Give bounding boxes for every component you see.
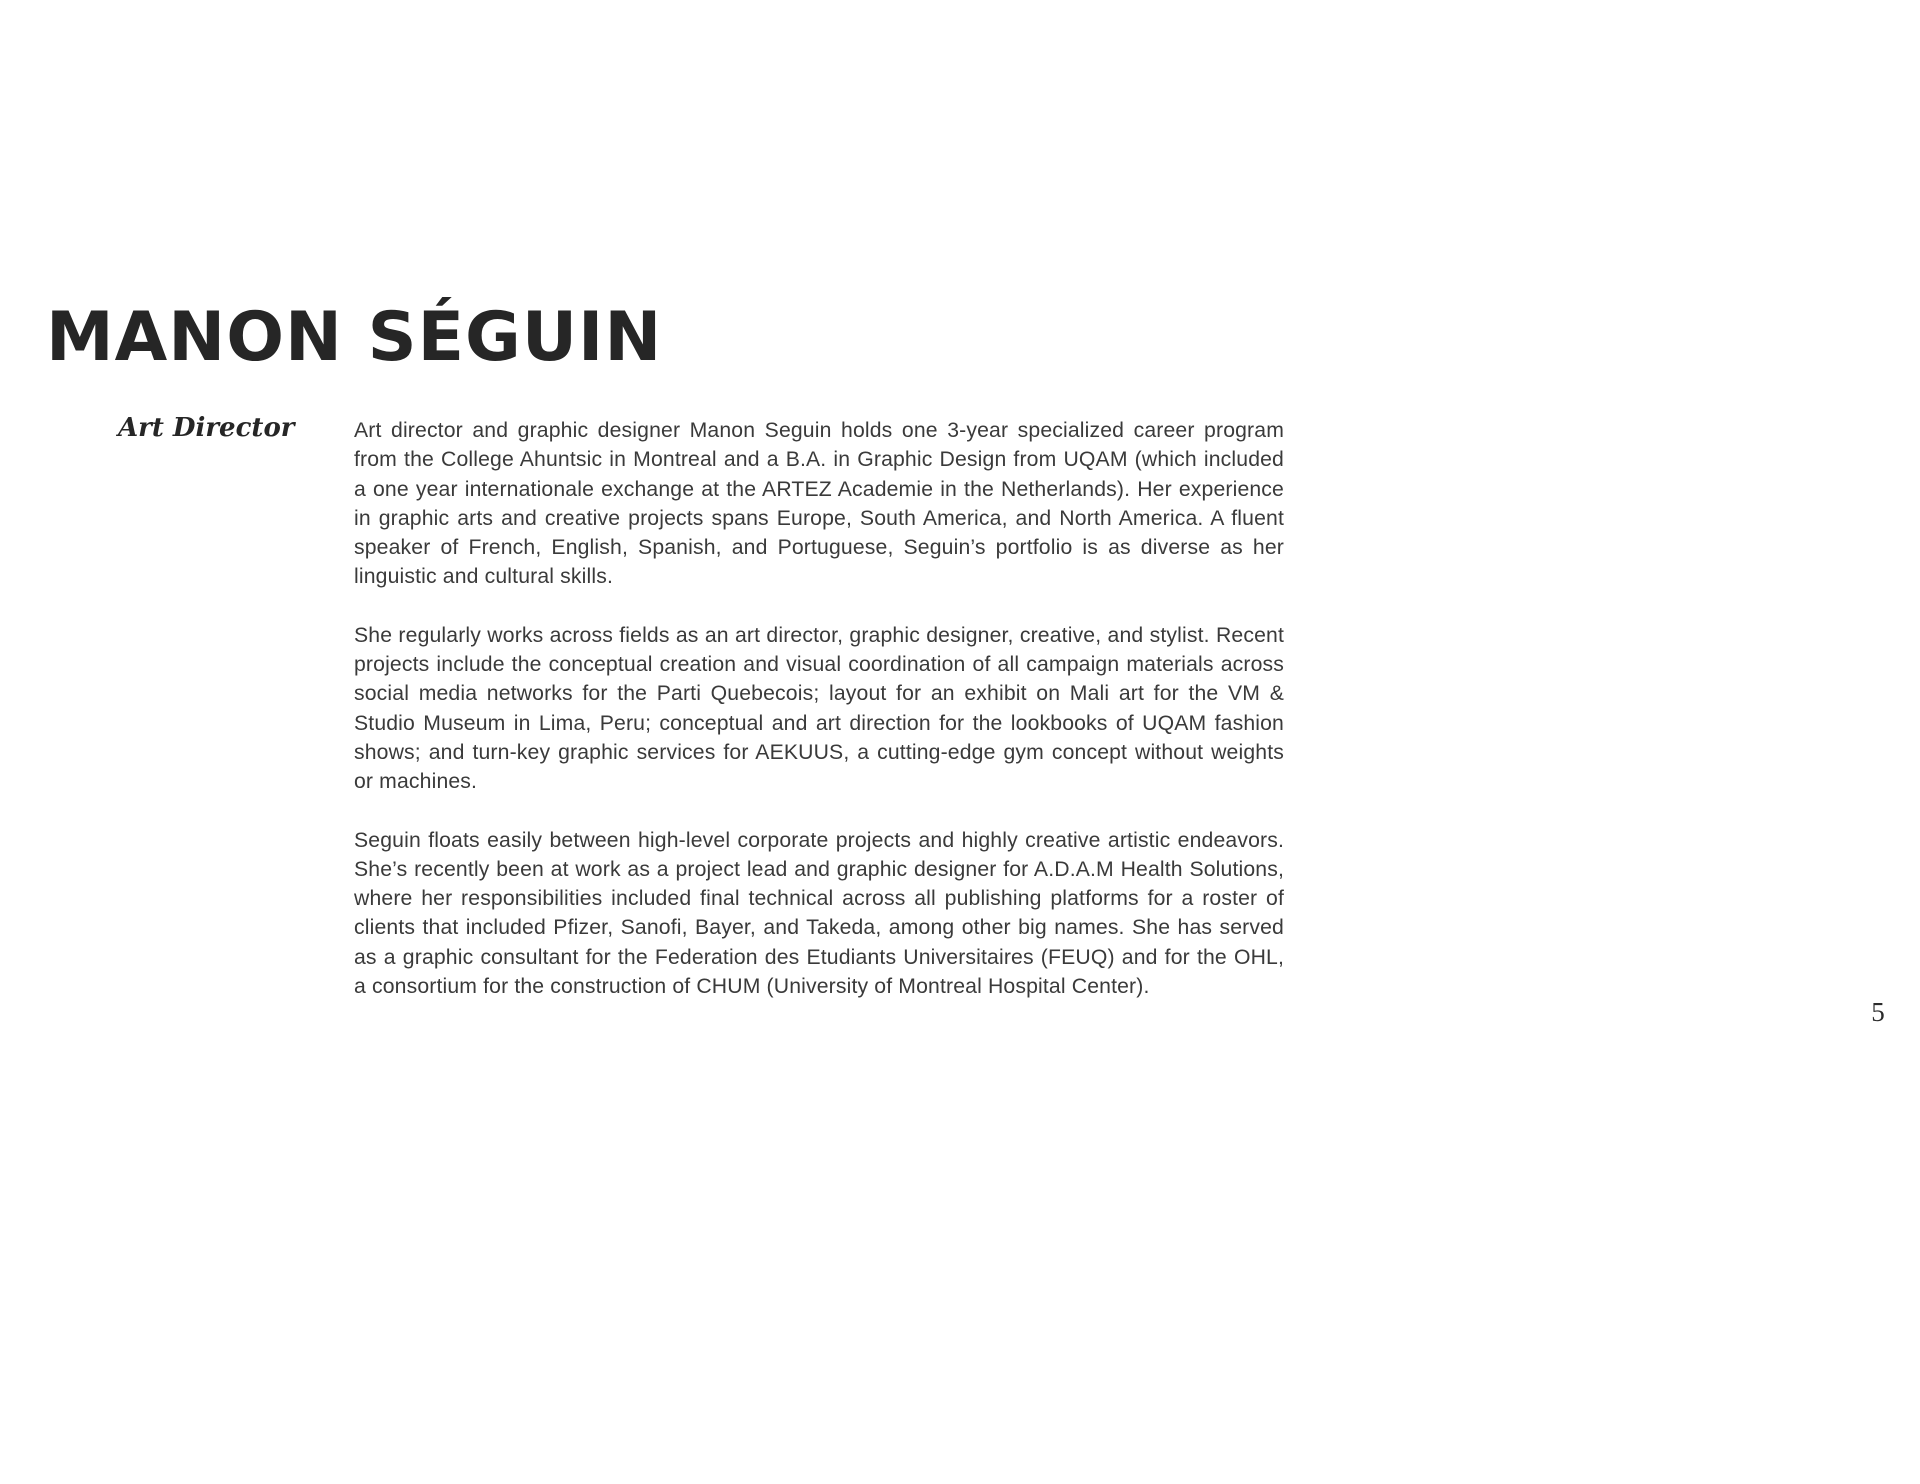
bio-paragraph-1: Art director and graphic designer Manon Seguin holds one 3-year specialized career program from the College Ahuntsic in Montreal and a B.A. in Graphic Design from UQAM (which included a one year internationale exchange at the ARTEZ Academie in the Netherlands). Her experience in graphic arts and creative projects spans Europe, South America, and North America. A fluent speaker of French, English, Spanish, and Portuguese, Seguin’s portfolio is as diverse as her linguistic and cultural skills. bbox=[354, 419, 1284, 589]
person-name-heading: MANON SÉGUIN bbox=[46, 298, 663, 377]
role-label: Art Director bbox=[118, 413, 295, 443]
bio-paragraph-2: She regularly works across fields as an art director, graphic designer, creative, and stylist. Recent projects include the conceptual creation and visual coordination of all campaign materials across social media networks for the Parti Quebecois; layout for an exhibit on Mali art for the VM & Studio Museum in Lima, Peru; conceptual and art direction for the lookbooks of UQAM fashion shows; and turn-key graphic services for AEKUUS, a cutting-edge gym concept without weights or machines. bbox=[354, 623, 1284, 794]
bio-paragraph-3: Seguin floats easily between high-level corporate projects and highly creative artistic endeavors. She’s recently been at work as a project lead and graphic designer for A.D.A.M Health Solutions, where her responsibilities included final technical across all publishing platforms for a roster of clients that included Pfizer, Sanofi, Bayer, and Takeda, among other big names. She has served as a graphic consultant for the Federation des Etudiants Universitaires (FEUQ) and for the OHL, a consortium for the construction of CHUM (University of Montreal Hospital Center). bbox=[354, 828, 1284, 999]
biography-text bbox=[354, 416, 1284, 1030]
page-number: 5 bbox=[1871, 997, 1885, 1027]
